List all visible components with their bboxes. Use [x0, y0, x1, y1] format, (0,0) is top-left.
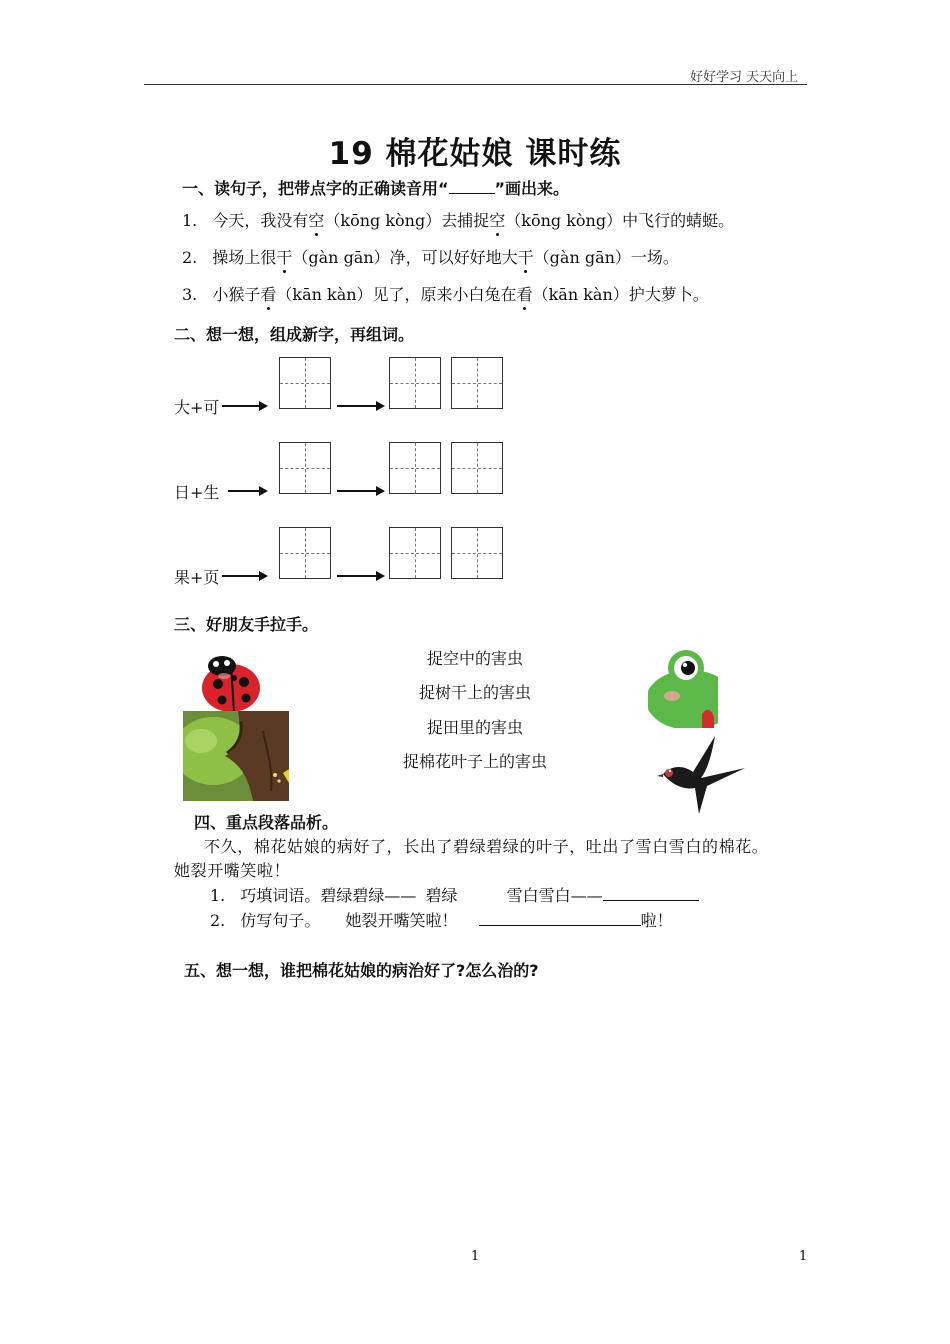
arrow-right-icon — [337, 490, 377, 492]
arrow-right-icon — [337, 405, 377, 407]
match-option-1[interactable]: 捉空中的害虫 — [426, 649, 523, 668]
s1-item-2 — [182, 245, 679, 268]
s1-item-1 — [182, 208, 734, 231]
tree-image[interactable] — [183, 711, 289, 801]
item-number: 1. — [182, 211, 198, 230]
question-number: 2. — [210, 911, 226, 930]
match-option-2[interactable]: 捉树干上的害虫 — [418, 683, 531, 702]
frog-image[interactable] — [648, 646, 718, 728]
section1-heading-pre: 一、读句子，把带点字的正确读音用“ — [182, 179, 449, 198]
item-text-b: （gàn gān）净，可以好好地大 — [292, 248, 518, 267]
swallow-image[interactable] — [655, 728, 751, 816]
item-text-a: 小猴子 — [212, 285, 261, 304]
section1-heading — [182, 176, 569, 199]
char-box-new[interactable] — [279, 527, 331, 579]
heading-blank — [449, 177, 495, 194]
dotted-char: 干 — [517, 248, 534, 267]
combo-label-2: 日+生 — [174, 483, 220, 502]
passage-line-1: 不久，棉花姑娘的病好了，长出了碧绿碧绿的叶子，吐出了雪白雪白的棉花。 — [204, 837, 769, 856]
item-text-c: （gàn gān）一场。 — [533, 248, 679, 267]
word-box-2[interactable] — [451, 357, 503, 409]
word-box-1[interactable] — [389, 442, 441, 494]
s1-item-3 — [182, 282, 709, 305]
example-answer: 碧绿 — [425, 886, 458, 905]
item-number: 2. — [182, 248, 198, 267]
header-divider — [144, 84, 807, 85]
section1-heading-post: ”画出来。 — [494, 179, 570, 198]
item-number: 3. — [182, 285, 198, 304]
page-number-right: 1 — [799, 1249, 808, 1264]
question-label: 仿写句子。 — [240, 911, 321, 930]
answer-blank[interactable] — [479, 909, 641, 926]
dotted-char: 空 — [489, 211, 506, 230]
char-box-new[interactable] — [279, 357, 331, 409]
word-box-2[interactable] — [451, 442, 503, 494]
page-title: 19 棉花姑娘 课时练 — [328, 136, 622, 172]
char-box-new[interactable] — [279, 442, 331, 494]
arrow-right-icon — [228, 490, 260, 492]
page-number-center: 1 — [471, 1249, 480, 1264]
header-slogan: 好好学习 天天向上 — [690, 70, 799, 85]
item-text-a: 操场上很 — [212, 248, 277, 267]
section2-heading: 二、想一想，组成新字，再组词。 — [174, 325, 415, 344]
answer-blank[interactable] — [603, 884, 699, 901]
word-box-2[interactable] — [451, 527, 503, 579]
question-label: 巧填词语。碧绿碧绿—— — [240, 886, 417, 905]
arrow-right-icon — [337, 575, 377, 577]
item-text-c: （kān kàn）护大萝卜。 — [532, 285, 709, 304]
word-box-1[interactable] — [389, 527, 441, 579]
model-sentence: 她裂开嘴笑啦！ — [345, 911, 458, 930]
item-text-c: （kōng kòng）中飞行的蜻蜓。 — [505, 211, 735, 230]
combo-label-1: 大+可 — [174, 398, 220, 417]
item-text-b: （kān kàn）见了，原来小白兔在 — [276, 285, 517, 304]
question-prompt-2: 雪白雪白—— — [506, 886, 603, 905]
question-number: 1. — [210, 886, 226, 905]
passage-line-2: 她裂开嘴笑啦！ — [174, 861, 291, 880]
section5-heading: 五、想一想，谁把棉花姑娘的病治好了?怎么治的? — [184, 961, 539, 980]
word-box-1[interactable] — [389, 357, 441, 409]
sentence-ending: 啦！ — [640, 911, 673, 930]
item-text-a: 今天，我没有 — [212, 211, 309, 230]
dotted-char: 干 — [276, 248, 293, 267]
section3-heading: 三、好朋友手拉手。 — [174, 615, 319, 634]
arrow-right-icon — [222, 575, 260, 577]
item-text-b: （kōng kòng）去捕捉 — [324, 211, 490, 230]
s4-question-1 — [210, 883, 699, 906]
s4-question-2 — [210, 908, 673, 931]
dotted-char: 空 — [308, 211, 325, 230]
match-option-3[interactable]: 捉田里的害虫 — [426, 718, 523, 737]
match-option-4[interactable]: 捉棉花叶子上的害虫 — [402, 752, 547, 771]
ladybug-image[interactable] — [194, 650, 264, 714]
section4-heading: 四、重点段落品析。 — [194, 813, 339, 832]
dotted-char: 看 — [516, 285, 533, 304]
combo-label-3: 果+页 — [174, 568, 220, 587]
dotted-char: 看 — [260, 285, 277, 304]
arrow-right-icon — [222, 405, 260, 407]
